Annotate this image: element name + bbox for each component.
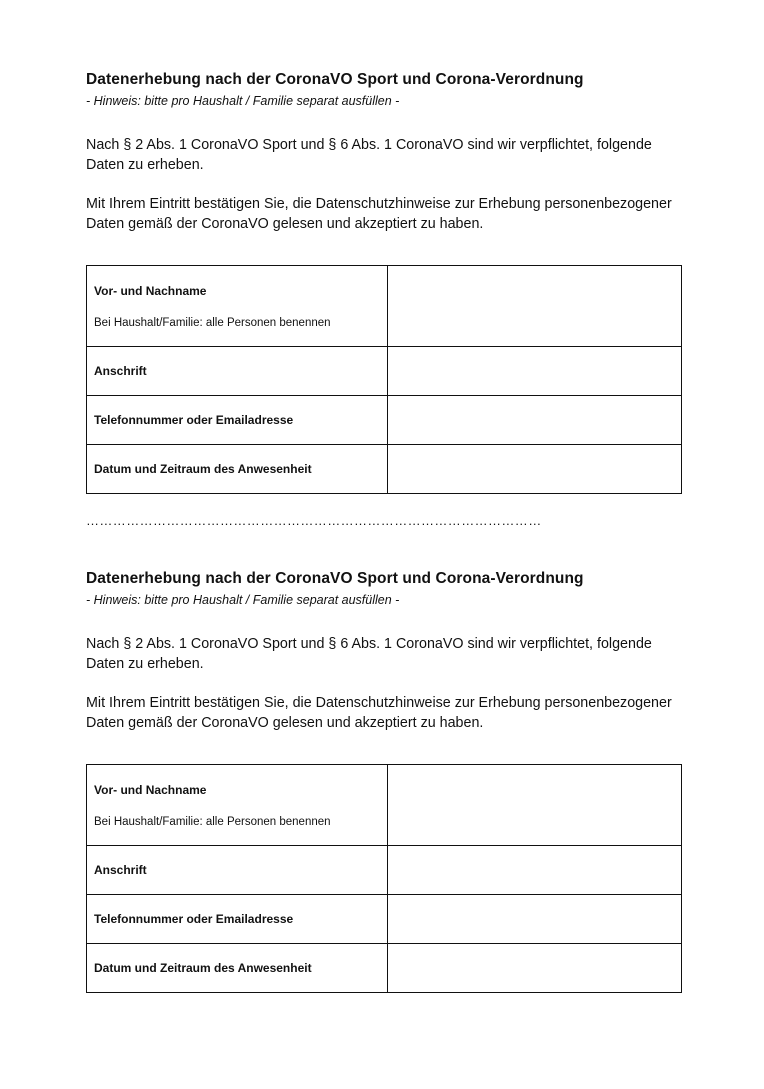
address-field[interactable]: [388, 347, 682, 396]
name-label: Vor- und Nachname: [94, 284, 207, 298]
table-row-contact: [87, 895, 682, 944]
table-row-name: [87, 765, 682, 846]
address-label-cell: [87, 846, 388, 895]
name-label-cell: [87, 266, 388, 347]
name-sublabel: Bei Haushalt/Familie: alle Personen benennen: [94, 816, 331, 828]
date-label-cell: [87, 445, 388, 494]
table-row-date: [87, 445, 682, 494]
contact-field[interactable]: [388, 895, 682, 944]
contact-label-cell: [87, 895, 388, 944]
name-field[interactable]: [388, 765, 682, 846]
address-field[interactable]: [388, 846, 682, 895]
form-hint: - Hinweis: bitte pro Haushalt / Familie separat ausfüllen -: [86, 593, 400, 607]
form-section-2: [86, 569, 674, 975]
table-row-contact: [87, 396, 682, 445]
data-collection-table: [86, 764, 682, 993]
form-title: Datenerhebung nach der CoronaVO Sport und Corona-Verordnung: [86, 71, 584, 88]
address-label-cell: [87, 347, 388, 396]
legal-paragraph: Nach § 2 Abs. 1 CoronaVO Sport und § 6 Abs. 1 CoronaVO sind wir verpflichtet, folgende Daten zu erheben.: [86, 636, 652, 672]
legal-paragraph: Nach § 2 Abs. 1 CoronaVO Sport und § 6 Abs. 1 CoronaVO sind wir verpflichtet, folgende Daten zu erheben.: [86, 137, 652, 173]
table-row-name: [87, 266, 682, 347]
table-row-address: [87, 846, 682, 895]
name-field[interactable]: [388, 266, 682, 347]
cut-line-separator: …………………………………………………………………………………………: [86, 514, 542, 528]
form-section-1: [86, 70, 674, 476]
date-field[interactable]: [388, 944, 682, 993]
consent-paragraph: Mit Ihrem Eintritt bestätigen Sie, die Datenschutzhinweise zur Erhebung personenbezogener Daten gemäß der CoronaVO gelesen und akzeptiert zu haben.: [86, 196, 672, 232]
date-field[interactable]: [388, 445, 682, 494]
consent-paragraph: Mit Ihrem Eintritt bestätigen Sie, die Datenschutzhinweise zur Erhebung personenbezogener Daten gemäß der CoronaVO gelesen und akzeptiert zu haben.: [86, 695, 672, 731]
contact-label: Telefonnummer oder Emailadresse: [94, 911, 294, 926]
data-collection-table: [86, 265, 682, 494]
address-label: Anschrift: [94, 363, 147, 378]
form-hint: - Hinweis: bitte pro Haushalt / Familie separat ausfüllen -: [86, 94, 400, 108]
name-label-cell: [87, 765, 388, 846]
address-label: Anschrift: [94, 862, 147, 877]
date-label: Datum und Zeitraum des Anwesenheit: [94, 960, 312, 975]
date-label: Datum und Zeitraum des Anwesenheit: [94, 461, 312, 476]
table-row-date: [87, 944, 682, 993]
name-sublabel: Bei Haushalt/Familie: alle Personen benennen: [94, 317, 331, 329]
date-label-cell: [87, 944, 388, 993]
form-title: Datenerhebung nach der CoronaVO Sport und Corona-Verordnung: [86, 570, 584, 587]
name-label: Vor- und Nachname: [94, 783, 207, 797]
table-row-address: [87, 347, 682, 396]
contact-field[interactable]: [388, 396, 682, 445]
contact-label-cell: [87, 396, 388, 445]
contact-label: Telefonnummer oder Emailadresse: [94, 412, 294, 427]
